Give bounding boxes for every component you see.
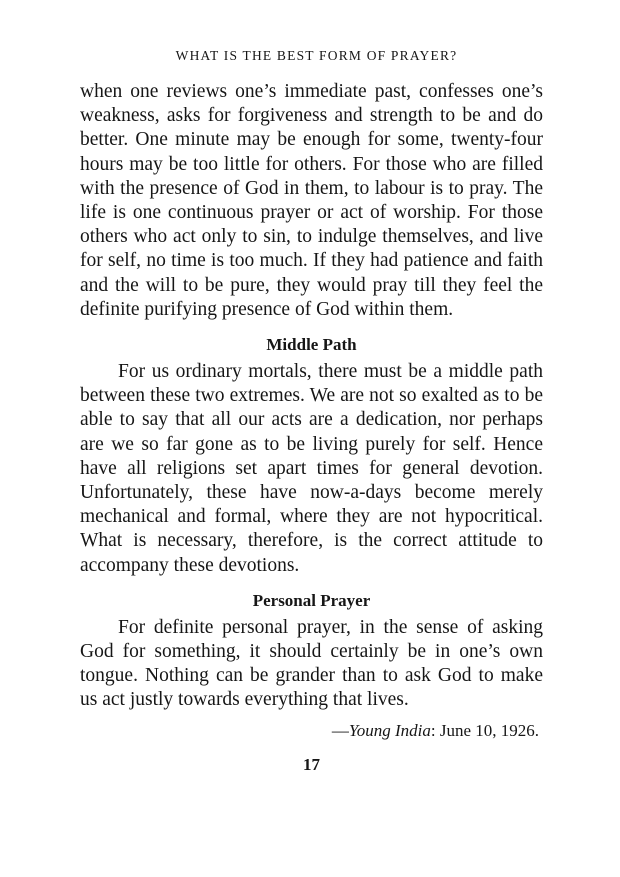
attribution-dash: —	[331, 720, 349, 740]
book-page	[80, 48, 543, 775]
section-heading-personal-prayer: Personal Prayer	[252, 590, 371, 610]
middle-path-paragraph: For us ordinary mortals, there must be a middle path between these two extremes. We are not so exalted as to be able to say that all our acts are a dedication, nor perhaps are we so far gone as to be living purely for self. Hence have all religions set apart times for general devotion. Unfortunately, these have now-a-days become merely mechanical and formal, where they are not hypocritical. What is necessary, therefore, is the correct attitude to accompany these devotions.	[80, 361, 543, 576]
page-number: 17	[303, 754, 320, 774]
running-head: WHAT IS THE BEST FORM OF PRAYER?	[175, 48, 458, 63]
section-heading-middle-path: Middle Path	[266, 335, 357, 355]
personal-prayer-paragraph: For definite personal prayer, in the sense of asking God for something, it should certainly be in one’s own tongue. Nothing can be grander than to ask God to make us act justly towards everything that lives.	[80, 616, 543, 711]
opening-paragraph: when one reviews one’s immediate past, confesses one’s weakness, asks for forgiveness and strength to be and do better. One minute may be enough for some, twenty-four hours may be too little for others. For those who are filled with the presence of God in them, to labour is to pray. The life is one continuous prayer or act of worship. For those others who act only to sin, to indulge themselves, and live for self, no time is too much. If they had patience and faith and the will to be pure, they would pray till they feel the definite purifying presence of God within them.	[80, 81, 543, 320]
attribution-date: : June 10, 1926.	[430, 720, 539, 740]
attribution-source: Young India	[348, 720, 431, 740]
source-attribution	[80, 721, 543, 741]
